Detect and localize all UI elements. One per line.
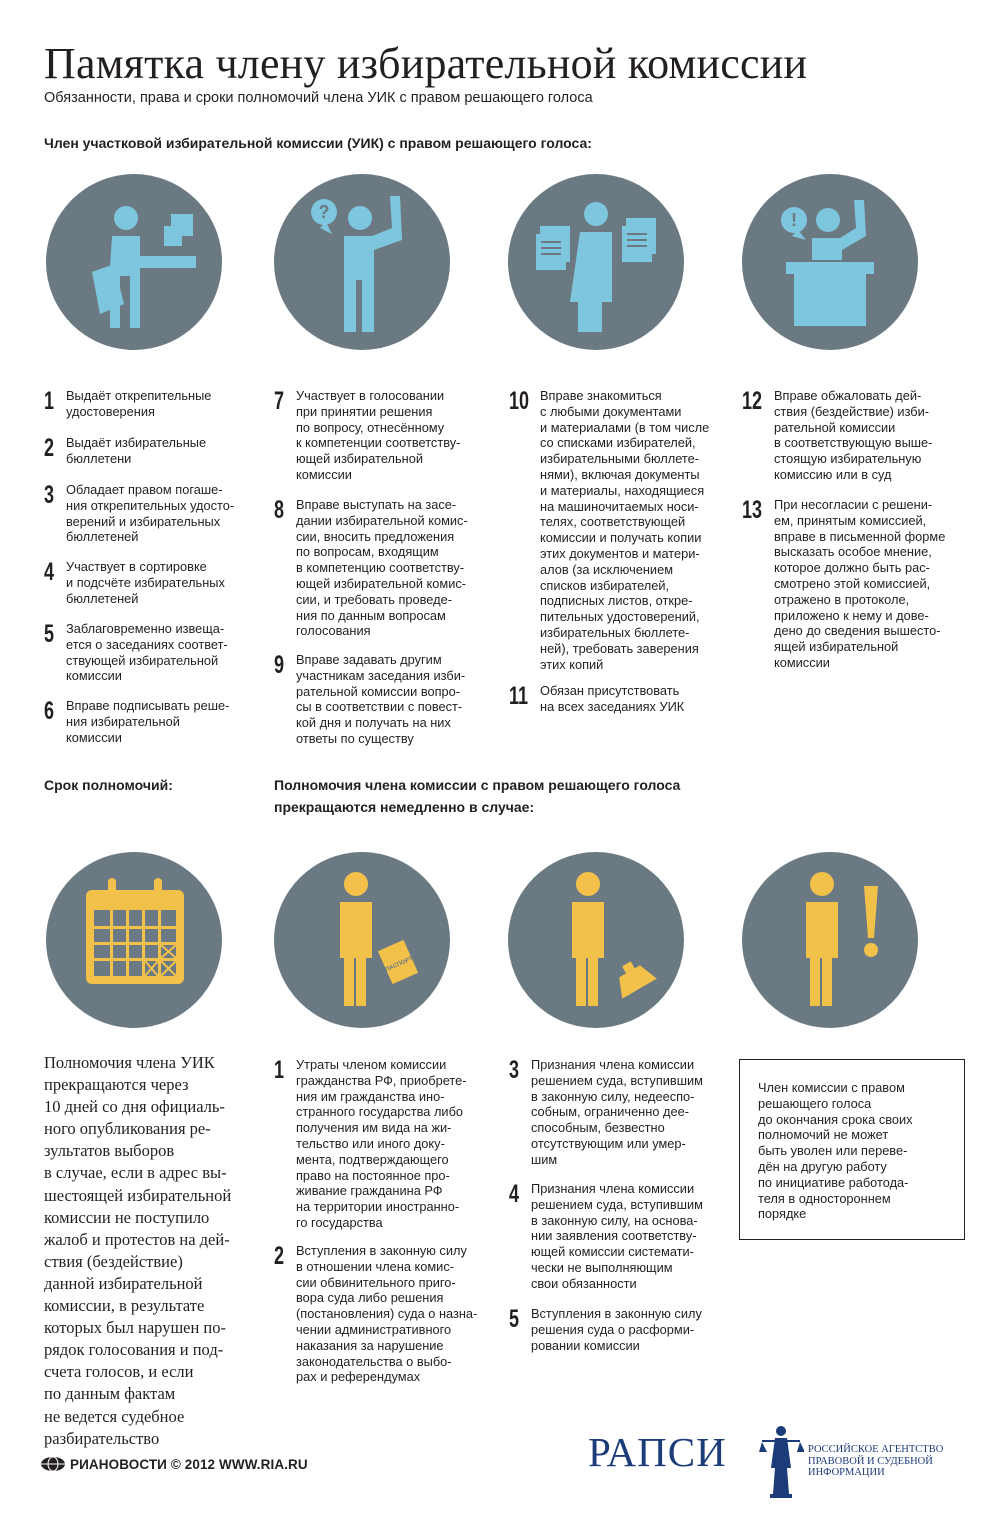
person-exclamation-icon	[742, 852, 918, 1028]
calendar-icon	[46, 852, 222, 1028]
passport-label: ПАСПОРТ	[384, 956, 414, 974]
term-heading: Срок полномочий:	[44, 777, 173, 793]
note-box	[739, 1059, 965, 1240]
list-item: 1 Утраты членом комиссии гражданства РФ, приобрете- ния им гражданства ино- странного государства либо получения им вида на жи- тельство или иного доку- мента, подтверждающего право на постоянное про- живание гражданина РФ на территории иностранно- го государства	[274, 1056, 467, 1230]
list-item: 6 Вправе подписывать реше- ния избирательной комиссии	[44, 697, 230, 745]
list-item: 7 Участвует в голосовании при принятии решения по вопросу, отнесённому к компетенции соответству- ющей избирательной комиссии	[274, 387, 461, 482]
person-with-documents-icon	[508, 174, 684, 350]
svg-text:!: !	[791, 210, 797, 230]
themis-statue-icon	[758, 1422, 804, 1498]
section1-heading: Член участковой избирательной комиссии (УИК) с правом решающего голоса:	[44, 135, 592, 151]
list-item: 10 Вправе знакомиться с любыми документами и материалами (в том числе со списками избирателей, избирательными бюллете- нями), включая документы и материалы, находящиеся на машиночитаемых носи- телях, соответствующей комиссии и получать копии этих документов и матери- алов (за исключением списков избирателей, подписных листов, откре- пительных удостоверений, избирательных бюллете- ней), требовать заверения этих копий	[509, 387, 710, 672]
list-item: 4 Признания члена комиссии решением суда, вступившим в законную силу, на основа- нии заявления соответству- ющей комиссии системати- чески не выполняющим свои обязанности	[509, 1180, 703, 1291]
list-item: 12 Вправе обжаловать дей- ствия (бездействие) изби- рательной комиссии в соответствующую выше- стоящую избирательную комиссию или в суд	[742, 387, 933, 482]
page-title: Памятка члену избирательной комиссии	[44, 39, 808, 88]
ria-globe-icon	[40, 1456, 66, 1472]
rapsi-logo: РАПСИ	[588, 1429, 727, 1475]
list-item: 1 Выдаёт открепительные удостоверения	[44, 387, 212, 419]
person-handing-ballot-icon	[46, 174, 222, 350]
ria-logo	[40, 1456, 308, 1472]
page-subtitle: Обязанности, права и сроки полномочий члена УИК с правом решающего голоса	[44, 90, 593, 106]
termination-heading: Полномочия члена комиссии с правом решающего голоса прекращаются немедленно в случае:	[274, 777, 681, 815]
list-item: 8 Вправе выступать на засе- дании избирательной комис- сии, вносить предложения по вопросам, входящим в компетенцию соответству- ющей избирательной комис- сии, и требовать проведе- ния по данным вопросам голосования	[274, 496, 468, 639]
list-item: 5 Заблаговременно извеща- ется о заседаниях соответ- ствующей избирательной комиссии	[44, 620, 228, 684]
term-text: Полномочия члена УИК прекращаются через 10 дней со дня официаль- ного опубликования ре- зультатов выборов в случае, если в адрес вы- шестоящей избирательной комиссии не поступило жалоб и протестов на дей- ствия (бездействие) данной избирательной комиссии, в результате которых был нарушен по- рядок голосования и под- счета голосов, и если по данным фактам не ведется судебное разбирательство	[44, 1053, 232, 1448]
list-item: 5 Вступления в законную силу решения суда о расформи- ровании комиссии	[509, 1305, 702, 1353]
list-item: 2 Вступления в законную силу в отношении члена комис- сии обвинительного приго- вора суда либо решения (постановления) суда о назна- чении административного наказания за нарушение законодательства о выбо- рах и референдумах	[274, 1242, 478, 1385]
person-with-fallen-cup-icon	[508, 852, 684, 1028]
list-item: 3 Признания члена комиссии решением суда, вступившим в законную силу, недееспо- собным, ограниченно дее- способным, безвестно отсутствующим или умер- шим	[509, 1056, 703, 1167]
svg-text:?: ?	[318, 202, 330, 222]
person-raising-hand-question-icon	[274, 174, 450, 350]
list-item: 3 Обладает правом погаше- ния открепительных удосто- верений и избирательных бюллетеней	[44, 481, 235, 545]
list-item: 2 Выдаёт избирательные бюллетени	[44, 434, 207, 466]
list-item: 11 Обязан присутствовать на всех заседаниях УИК	[509, 682, 685, 714]
ria-copyright: РИАНОВОСТИ © 2012 WWW.RIA.RU	[70, 1456, 308, 1472]
list-item: 9 Вправе задавать другим участникам заседания изби- рательной комиссии вопро- сы в соответствии с повест- кой дня и получать на них ответы по существу	[274, 651, 466, 746]
list-item: 13 При несогласии с решени- ем, принятым комиссией, вправе в письменной форме высказать особое мнение, которое должно быть рас- смотрено этой комиссией, отражено в протоколе, приложено к нему и дове- дено до сведения вышесто- ящей избирательной комиссии	[742, 496, 946, 670]
note-box-text: Член комиссии с правом решающего голоса до окончания срока своих полномочий не может быть уволен или переве- дён на другую работу по инициативе работода- теля в одностороннем порядке	[758, 1080, 913, 1222]
person-at-podium-exclamation-icon	[742, 174, 918, 350]
list-item: 4 Участвует в сортировке и подсчёте избирательных бюллетеней	[44, 558, 225, 606]
person-dropping-passport-icon	[274, 852, 450, 1028]
rapsi-subtitle: РОССИЙСКОЕ АГЕНТСТВО ПРАВОВОЙ И СУДЕБНОЙ ИНФОРМАЦИИ	[808, 1444, 944, 1479]
